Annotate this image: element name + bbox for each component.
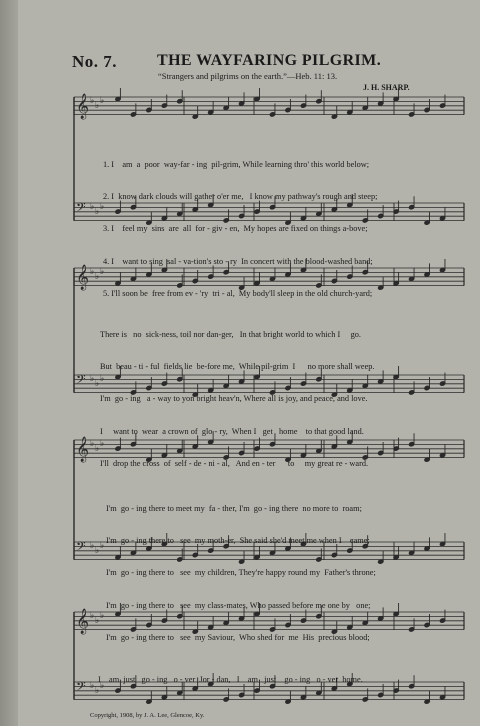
svg-text:♭: ♭: [95, 379, 100, 389]
svg-text:♭: ♭: [90, 439, 95, 449]
copyright-notice: Copyright, 1908, by J. A. Lee, Glencoe, Ky.: [90, 712, 205, 719]
svg-text:♭: ♭: [90, 202, 95, 212]
svg-text:♭: ♭: [90, 374, 95, 384]
svg-text:𝄢: 𝄢: [76, 372, 86, 390]
refrain-lyrics: [98, 653, 363, 696]
verse-2-line2: But beau - ti - ful fields lie be-fore me, While pil-grim I no more shall weep.: [100, 361, 375, 371]
verse-3-line2: I'm go - ing a - way to yon bright heav'n, Where all is joy, and peace, and love.: [100, 394, 368, 404]
svg-text:♭: ♭: [95, 101, 100, 111]
verse-3-line1: 3. I feel my sins are all for - giv - en, My hopes are fixed on things a-bove;: [103, 224, 368, 234]
svg-text:♭: ♭: [100, 267, 105, 277]
svg-text:♭: ♭: [100, 202, 105, 212]
svg-text:𝄞: 𝄞: [76, 609, 90, 634]
svg-text:♭: ♭: [95, 616, 100, 626]
composer-credit: J. H. SHARP.: [363, 83, 410, 92]
svg-text:♭: ♭: [100, 541, 105, 551]
svg-text:𝄢: 𝄢: [76, 200, 86, 218]
svg-text:♭: ♭: [95, 272, 100, 282]
chorus-lyrics: [106, 482, 376, 655]
svg-text:♭: ♭: [95, 444, 100, 454]
refrain-line: I am just go - ing o - ver Jor - dan, I am just go - ing o - ver home.: [98, 674, 363, 684]
chorus-line-5: I'm go - ing there to see my Saviour, Who shed for me His precious blood;: [106, 633, 370, 643]
hymn-title: THE WAYFARING PILGRIM.: [157, 52, 382, 69]
verse-5-line1: 5. I'll soon be free from ev - 'ry tri - al, My body'll sleep in the old church-yard;: [103, 289, 373, 299]
verse-2-line1: 2. I know dark clouds will gather o'er me, I know my pathway's rough and steep;: [103, 191, 378, 201]
verse-4-line2: I want to wear a crown of glo - ry, When I get home to that good land.: [100, 426, 364, 436]
svg-text:♭: ♭: [100, 681, 105, 691]
svg-text:♭: ♭: [90, 96, 95, 106]
svg-text:♭: ♭: [95, 686, 100, 696]
verse-lyrics-line2: [100, 308, 375, 481]
verse-1-line1: 1. I am a poor way-far - ing pil-grim, While learning thro' this world below;: [103, 159, 370, 169]
svg-text:𝄞: 𝄞: [76, 94, 90, 119]
verse-lyrics-line1: [103, 138, 377, 311]
verse-4-line1: 4. I want to sing sal - va-tion's sto - ry In concert with the blood-washed band;: [103, 256, 373, 266]
svg-text:𝄞: 𝄞: [76, 265, 90, 290]
svg-text:♭: ♭: [95, 546, 100, 556]
chorus-line-1: I'm go - ing there to meet my fa - ther, I'm go - ing there no more to roam;: [106, 503, 362, 513]
svg-text:♭: ♭: [95, 207, 100, 217]
svg-text:♭: ♭: [90, 541, 95, 551]
svg-text:𝄢: 𝄢: [76, 539, 86, 557]
svg-text:𝄞: 𝄞: [76, 437, 90, 462]
svg-text:𝄢: 𝄢: [76, 679, 86, 697]
svg-text:♭: ♭: [100, 96, 105, 106]
verse-5-line2: I'll drop the cross of self - de - ni - al, And en - ter to my great re - ward.: [100, 459, 369, 469]
chorus-line-2: I'm go - ing there to see my moth-er, She said she'd meet me when I came;: [106, 535, 370, 545]
chorus-line-4: I'm go - ing there to see my class-mates, Who passed before me one by one;: [106, 600, 371, 610]
svg-text:♭: ♭: [90, 267, 95, 277]
svg-text:♭: ♭: [100, 611, 105, 621]
chorus-line-3: I'm go - ing there to see my children, They're happy round my Father's throne;: [106, 568, 376, 578]
svg-text:♭: ♭: [90, 611, 95, 621]
svg-text:♭: ♭: [100, 374, 105, 384]
verse-1-line2: There is no sick-ness, toil nor dan-ger, In that bright world to which I go.: [100, 329, 361, 339]
hymn-number: No. 7.: [72, 52, 118, 71]
svg-text:♭: ♭: [90, 681, 95, 691]
svg-text:♭: ♭: [100, 439, 105, 449]
scripture-reference: “Strangers and pilgrims on the earth.”—Heb. 11: 13.: [158, 71, 338, 81]
